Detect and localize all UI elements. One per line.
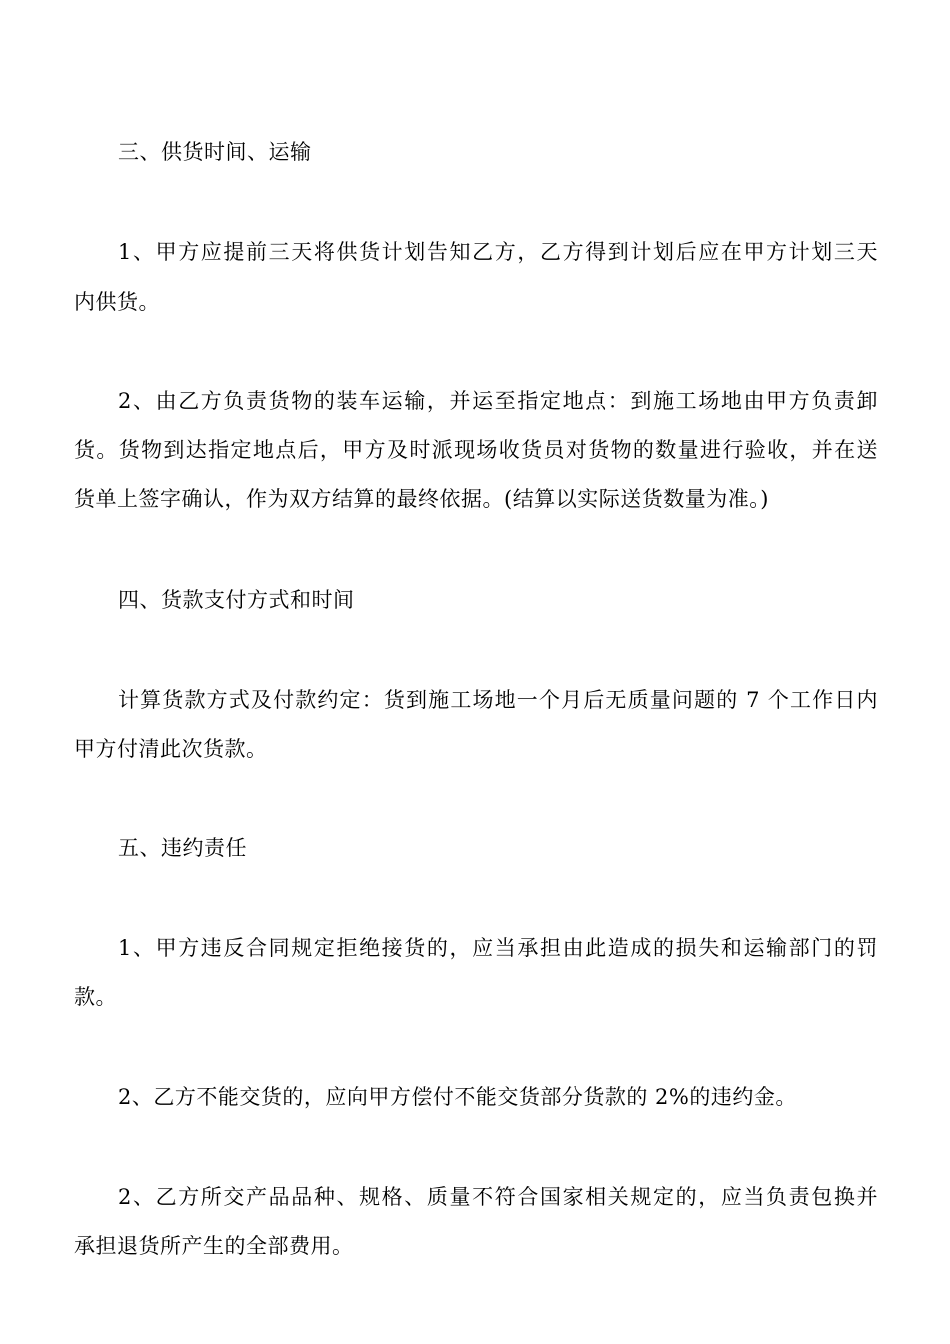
supply-clause-2-line-3: 货单上签字确认，作为双方结算的最终依据。(结算以实际送货数量为准。) (74, 487, 769, 511)
liability-clause-3-line-2: 承担退货所产生的全部费用。 (74, 1234, 354, 1258)
supply-clause-1-line-2: 内供货。 (74, 290, 160, 314)
section-heading-liability: 五、违约责任 (118, 836, 247, 860)
payment-clause-line-2: 甲方付清此次货款。 (74, 737, 268, 761)
supply-clause-2-line-2: 货。货物到达指定地点后，甲方及时派现场收货员对货物的数量进行验收，并在送 (74, 438, 878, 462)
supply-clause-2-line-1: 2、由乙方负责货物的装车运输，并运至指定地点：到施工场地由甲方负责卸 (118, 389, 878, 413)
supply-clause-1-line-1: 1、甲方应提前三天将供货计划告知乙方，乙方得到计划后应在甲方计划三天 (118, 240, 878, 264)
section-heading-payment: 四、货款支付方式和时间 (118, 588, 355, 612)
payment-clause-line-1: 计算货款方式及付款约定：货到施工场地一个月后无质量问题的 7 个工作日内 (118, 688, 878, 712)
liability-clause-2-line-1: 2、乙方不能交货的，应向甲方偿付不能交货部分货款的 2%的违约金。 (118, 1085, 797, 1109)
liability-clause-3-line-1: 2、乙方所交产品品种、规格、质量不符合国家相关规定的，应当负责包换并 (118, 1185, 878, 1209)
section-heading-supply-time: 三、供货时间、运输 (118, 140, 312, 164)
liability-clause-1-line-2: 款。 (74, 985, 117, 1009)
liability-clause-1-line-1: 1、甲方违反合同规定拒绝接货的，应当承担由此造成的损失和运输部门的罚 (118, 936, 878, 960)
